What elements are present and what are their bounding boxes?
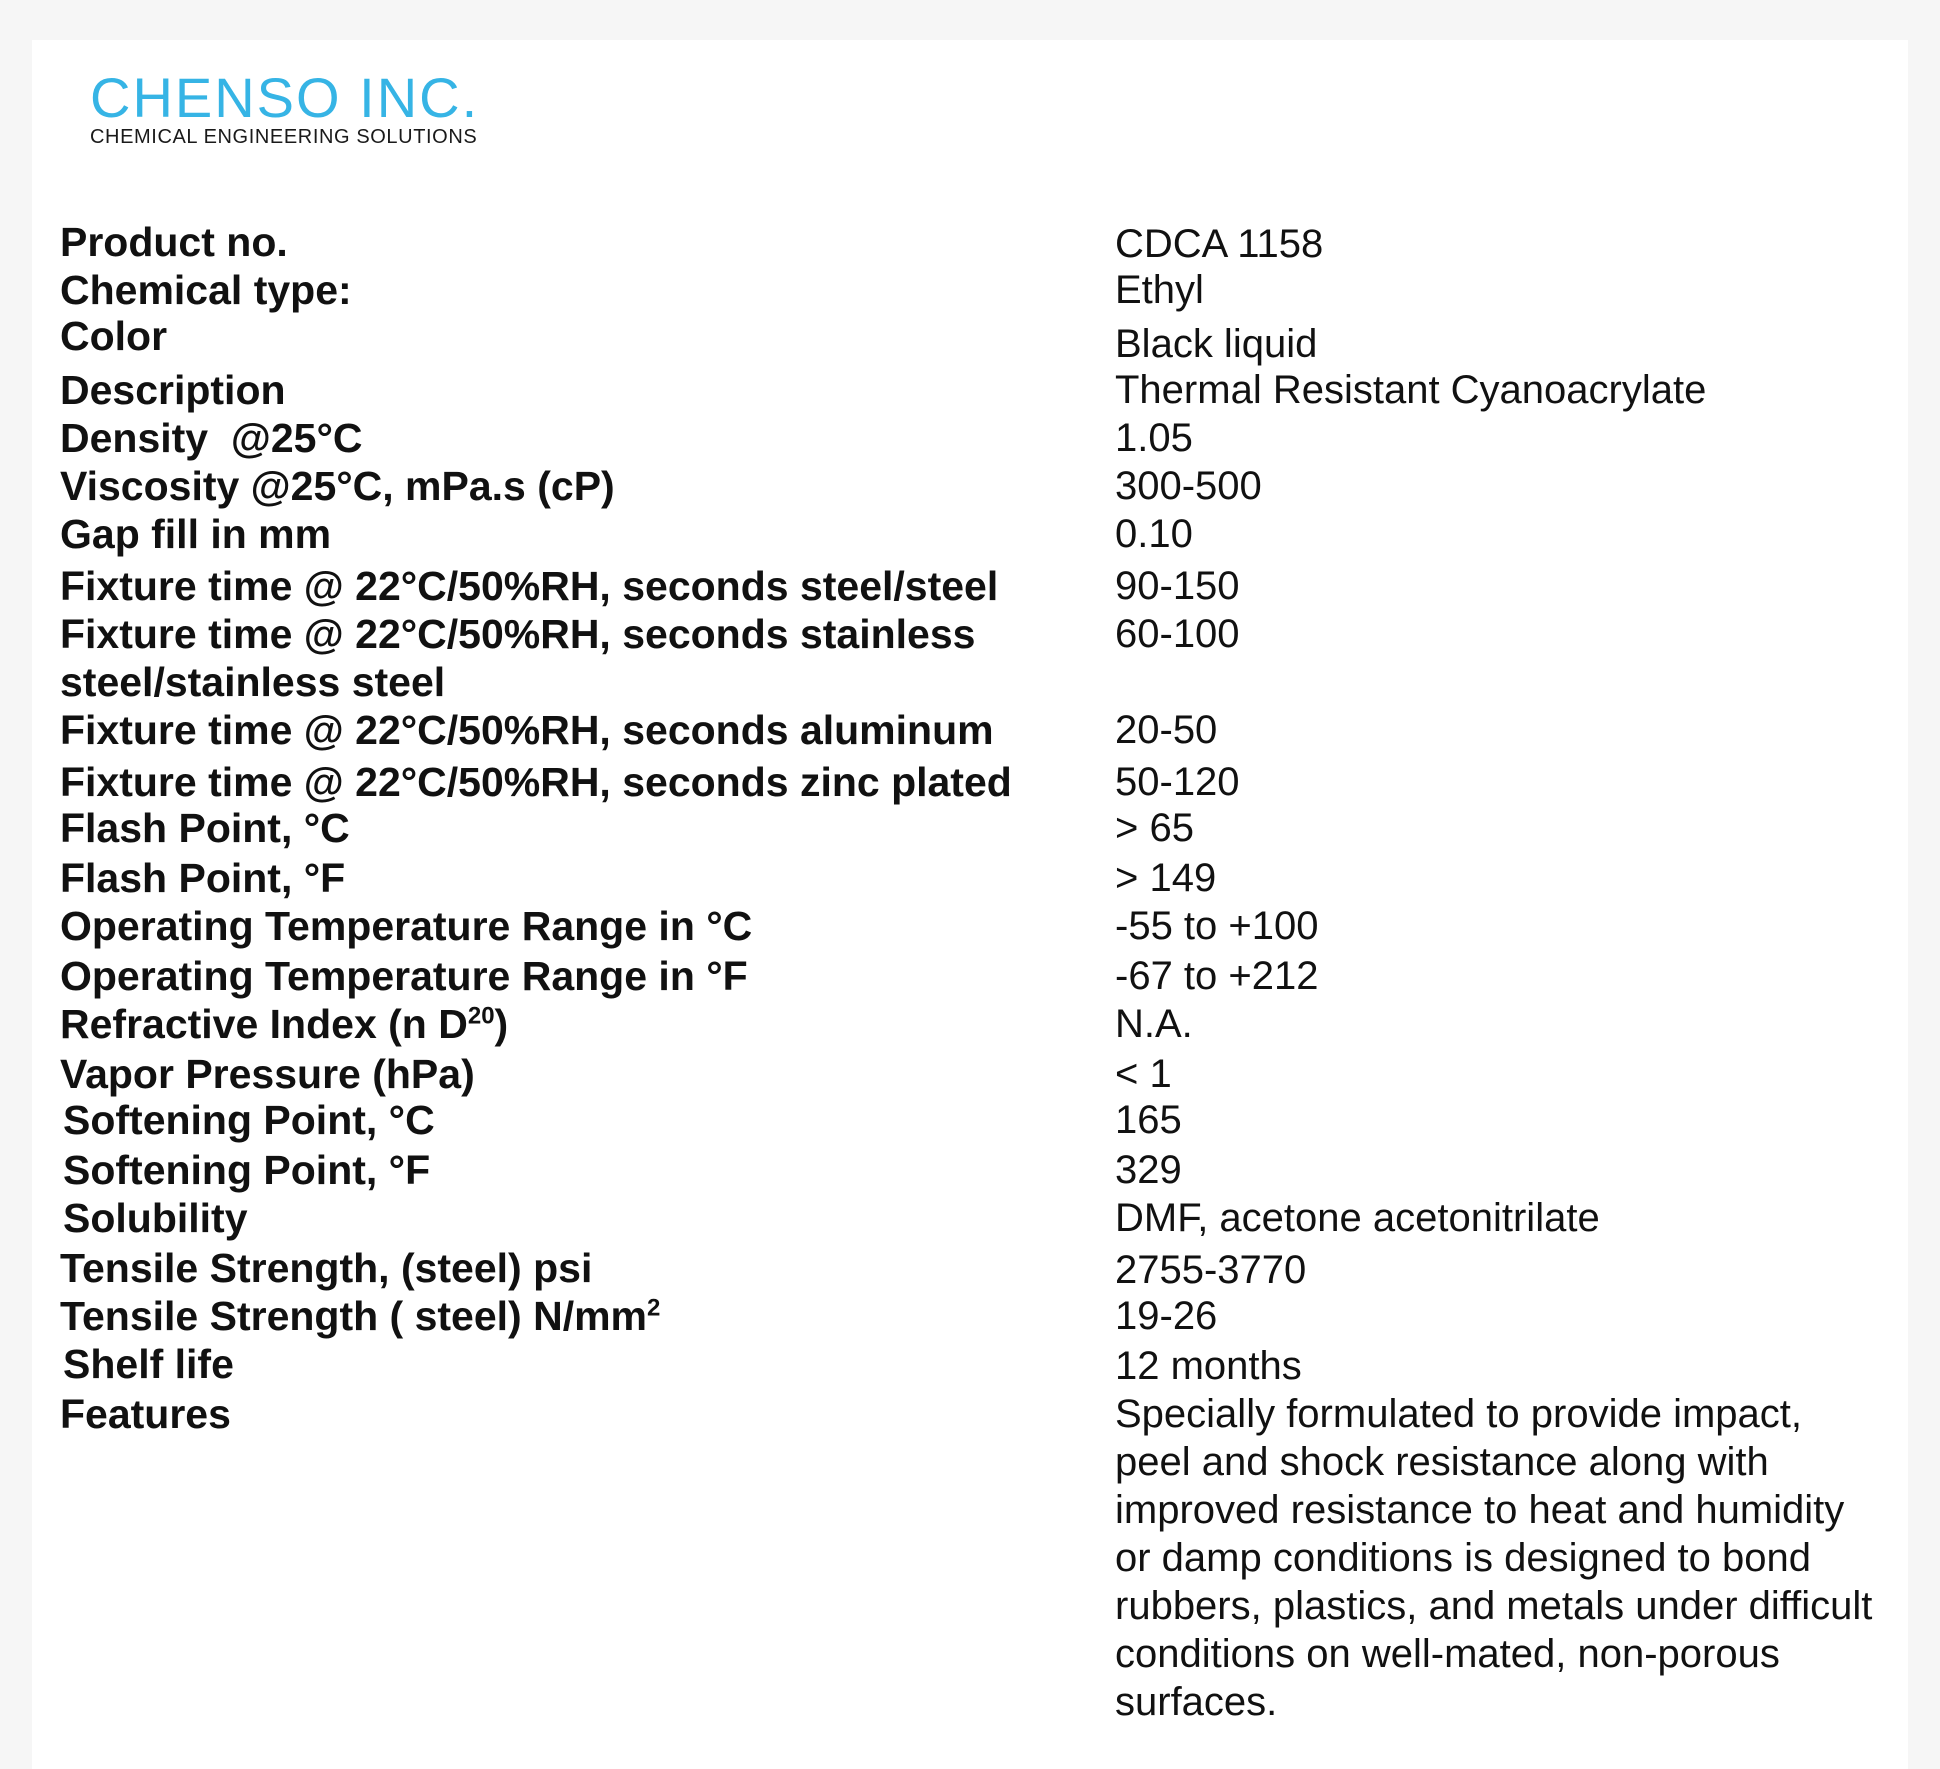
property-label-suffix: ) — [494, 1001, 509, 1047]
property-label: Softening Point, °F — [63, 1147, 431, 1193]
property-value: -67 to +212 — [1115, 954, 1319, 998]
company-name: CHENSO INC. — [90, 66, 480, 129]
property-value: 12 months — [1115, 1344, 1302, 1388]
property-value: CDCA 1158 — [1115, 222, 1324, 266]
property-value: 300-500 — [1115, 464, 1262, 508]
property-label — [60, 1000, 1060, 1048]
property-label: Color — [60, 313, 168, 359]
property-value: 165 — [1115, 1098, 1182, 1142]
property-label: Chemical type: — [60, 267, 352, 313]
property-value: 2755-3770 — [1115, 1248, 1307, 1292]
company-tagline: CHEMICAL ENGINEERING SOLUTIONS — [90, 126, 478, 148]
property-label: Operating Temperature Range in °F — [60, 953, 748, 999]
company-logo — [90, 66, 480, 148]
property-value: DMF, acetone acetonitrilate — [1115, 1196, 1600, 1240]
property-value: < 1 — [1115, 1052, 1172, 1096]
property-label: Viscosity @25°C, mPa.s (cP) — [60, 463, 615, 509]
property-value: 50-120 — [1115, 760, 1240, 804]
property-label: Softening Point, °C — [63, 1097, 435, 1143]
property-label-superscript: 2 — [647, 1294, 661, 1322]
property-label — [60, 1292, 1060, 1340]
property-value: 20-50 — [1115, 708, 1218, 752]
property-label: Shelf life — [63, 1341, 234, 1387]
property-value: -55 to +100 — [1115, 904, 1319, 948]
property-label: Description — [60, 367, 286, 413]
property-value: 329 — [1115, 1148, 1182, 1192]
property-label-text: Refractive Index (n D — [60, 1001, 468, 1047]
property-label: Operating Temperature Range in °C — [60, 903, 753, 949]
property-value: Black liquid — [1115, 322, 1318, 366]
property-label: Tensile Strength, (steel) psi — [60, 1245, 593, 1291]
property-label-superscript: 20 — [467, 1002, 495, 1030]
property-value: 90-150 — [1115, 564, 1240, 608]
property-label: Features — [60, 1391, 231, 1437]
property-value: Thermal Resistant Cyanoacrylate — [1115, 368, 1707, 412]
property-value: 19-26 — [1115, 1294, 1218, 1338]
property-label: Fixture time @ 22°C/50%RH, seconds stainless steel/stainless steel — [60, 611, 987, 705]
property-label: Gap fill in mm — [60, 511, 332, 557]
property-value: > 65 — [1115, 806, 1194, 850]
property-label: Vapor Pressure (hPa) — [60, 1051, 475, 1097]
property-label: Fixture time @ 22°C/50%RH, seconds zinc plated — [60, 759, 1012, 805]
property-label: Product no. — [60, 219, 288, 265]
property-label: Fixture time @ 22°C/50%RH, seconds steel/steel — [60, 563, 999, 609]
property-label-text: Tensile Strength ( steel) N/mm — [60, 1293, 648, 1339]
property-value: > 149 — [1115, 856, 1217, 900]
property-label: Density @25°C — [60, 415, 363, 461]
property-value: N.A. — [1115, 1002, 1193, 1046]
property-value: 1.05 — [1115, 416, 1193, 460]
property-value: Specially formulated to provide impact, peel and shock resistance along with improved resistance to heat and humidity or damp conditions is designed to bond rubbers, plastics, and metals under difficult conditions on well-mated, non-porous surfaces. — [1115, 1392, 1873, 1724]
property-value: 0.10 — [1115, 512, 1193, 556]
property-value: Ethyl — [1115, 268, 1204, 312]
property-label: Flash Point, °C — [60, 805, 350, 851]
property-value: 60-100 — [1115, 612, 1240, 656]
property-label: Fixture time @ 22°C/50%RH, seconds aluminum — [60, 707, 994, 753]
property-label: Solubility — [63, 1195, 248, 1241]
property-label: Flash Point, °F — [60, 855, 346, 901]
